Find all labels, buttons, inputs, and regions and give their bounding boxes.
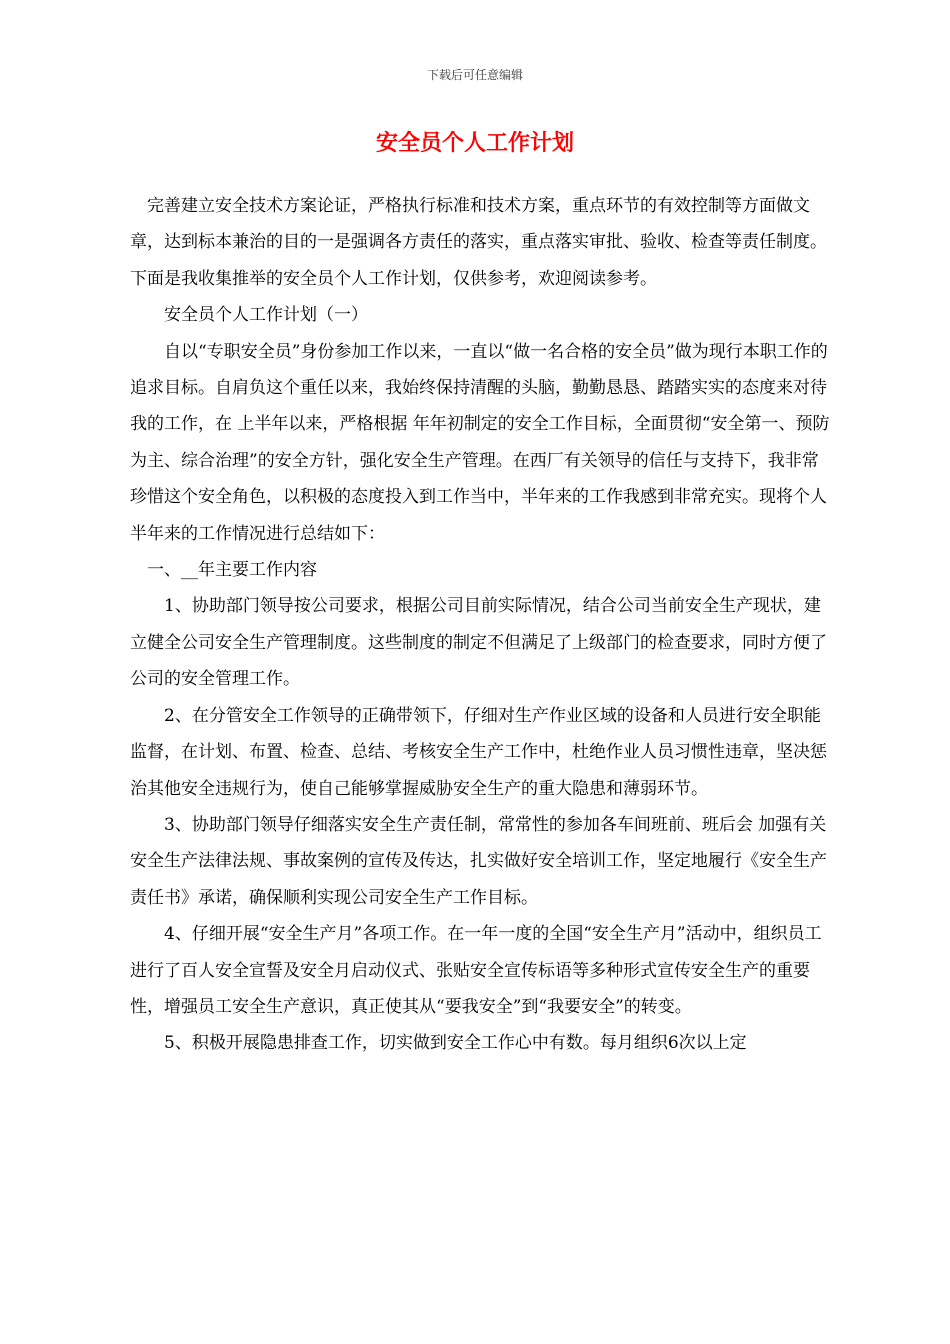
list-item: 3、协助部门领导仔细落实安全生产责任制，常常性的参加各车间班前、班后会 加强有关安全生产法律法规、事故案例的宣传及传达，扎实做好安全培训工作，坚定地履行《安全生产责任书》承诺，确保顺利实现公司安全生产工作目标。 [130, 814, 827, 908]
page-title: 安全员个人工作计划 [375, 131, 574, 156]
list-item: 4、仔细开展“安全生产月”各项工作。在一年一度的全国“安全生产月”活动中，组织员工进行了百人安全宣誓及安全月启动仪式、张贴安全宣传标语等多种形式宣传安全生产的重要性，增强员工安全生产意识，真正使其从“要我安全”到“我要安全”的转变。 [130, 924, 822, 1017]
list-item: 2、在分管安全工作领导的正确带领下，仔细对生产作业区域的设备和人员进行安全职能监督，在计划、布置、检查、总结、考核安全生产工作中，杜绝作业人员习惯性违章，坚决惩治其他安全违规行为，使自己能够掌握威胁安全生产的重大隐患和薄弱环节。 [130, 705, 827, 799]
header-note: 下载后可任意编辑 [426, 68, 523, 82]
body-paragraph: 自以“专职安全员”身份参加工作以来，一直以“做一名合格的安全员”做为现行本职工作的追求目标。自肩负这个重任以来，我始终保持清醒的头脑，勤勤恳恳、踏踏实实的态度来对待我的工作，在 上半年以来，严格根据 年年初制定的安全工作目标，全面贯彻“安全第一、预防为主、综合治理”的安全方针，强化安全生产管理。在西厂有关领导的信任与支持下，我非常珍惜这个安全角色，以积极的态度投入到工作当中，半年来的工作我感到非常充实。现将个人半年来的工作情况进行总结如下： [130, 341, 830, 544]
list-item: 5、积极开展隐患排查工作，切实做到安全工作心中有数。每月组织6次以上定 [164, 1033, 747, 1054]
section-heading: 安全员个人工作计划（一） [164, 305, 368, 326]
list-item: 1、协助部门领导按公司要求，根据公司目前实际情况，结合公司当前安全生产现状，建立健全公司安全生产管理制度。这些制度的制定不但满足了上级部门的检查要求，同时方便了公司的安全管理工作。 [130, 596, 827, 690]
subsection-heading: 一、__年主要工作内容 [147, 560, 317, 581]
document-body [130, 188, 830, 1062]
intro-paragraph: 完善建立安全技术方案论证，严格执行标准和技术方案，重点环节的有效控制等方面做文章，达到标本兼治的目的一是强调各方责任的落实，重点落实审批、验收、检查等责任制度。下面是我收集推举的安全员个人工作计划，仅供参考，欢迎阅读参考。 [130, 196, 827, 289]
